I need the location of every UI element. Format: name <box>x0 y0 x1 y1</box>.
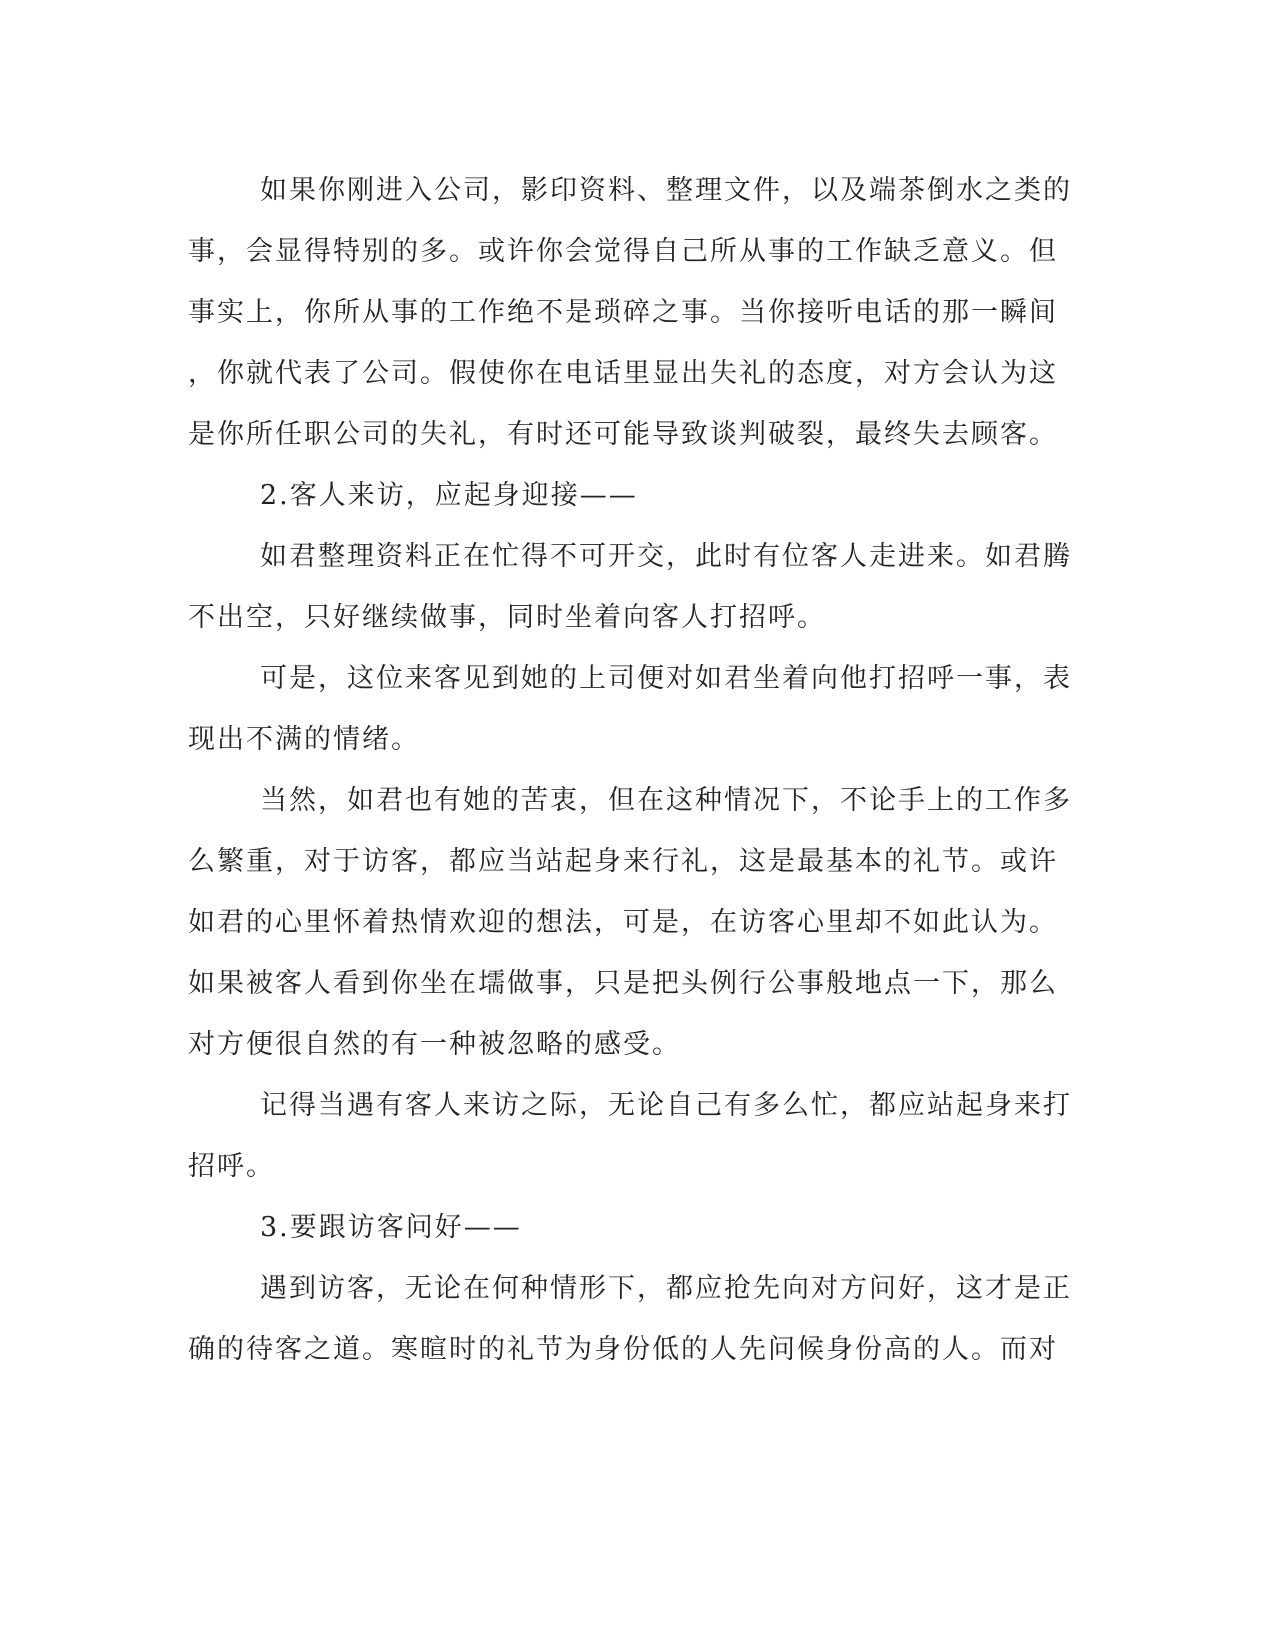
text-line: 对方便很自然的有一种被忽略的感受。 <box>188 1029 681 1060</box>
text-line: 遇到访客，无论在何种情形下，都应抢先向对方问好，这才是正 <box>260 1273 1072 1304</box>
text-line: 如果你刚进入公司，影印资料、整理文件，以及端茶倒水之类的 <box>260 175 1072 206</box>
text-line: 现出不满的情绪。 <box>188 724 420 755</box>
text-line: 如君的心里怀着热情欢迎的想法，可是，在访客心里却不如此认为。 <box>188 907 1058 938</box>
text-line: 事实上，你所从事的工作绝不是琐碎之事。当你接听电话的那一瞬间 <box>188 297 1058 328</box>
text-line: ，你就代表了公司。假使你在电话里显出失礼的态度，对方会认为这 <box>188 358 1058 389</box>
text-line: 如君整理资料正在忙得不可开交，此时有位客人走进来。如君腾 <box>260 541 1072 572</box>
text-line: 不出空，只好继续做事，同时坐着向客人打招呼。 <box>188 602 826 633</box>
text-line: 事，会显得特别的多。或许你会觉得自己所从事的工作缺乏意义。但 <box>188 236 1058 267</box>
text-line: 如果被客人看到你坐在壖做事，只是把头例行公事般地点一下，那么 <box>188 968 1058 999</box>
text-line: 是你所任职公司的失礼，有时还可能导致谈判破裂，最终失去顾客。 <box>188 419 1058 450</box>
text-line: 招呼。 <box>188 1151 275 1182</box>
text-line: 确的待客之道。寒暄时的礼节为身份低的人先问候身份高的人。而对 <box>188 1334 1058 1365</box>
text-line: 当然，如君也有她的苦衷，但在这种情况下，不论手上的工作多 <box>260 785 1072 816</box>
text-line: 可是，这位来客见到她的上司便对如君坐着向他打招呼一事，表 <box>260 663 1072 694</box>
text-line: 么繁重，对于访客，都应当站起身来行礼，这是最基本的礼节。或许 <box>188 846 1058 877</box>
section-heading: 3.要跟访客问好—— <box>260 1212 522 1243</box>
text-line: 记得当遇有客人来访之际，无论自己有多么忙，都应站起身来打 <box>260 1090 1072 1121</box>
body-text <box>188 160 1072 1380</box>
section-heading: 2.客人来访，应起身迎接—— <box>260 480 638 511</box>
